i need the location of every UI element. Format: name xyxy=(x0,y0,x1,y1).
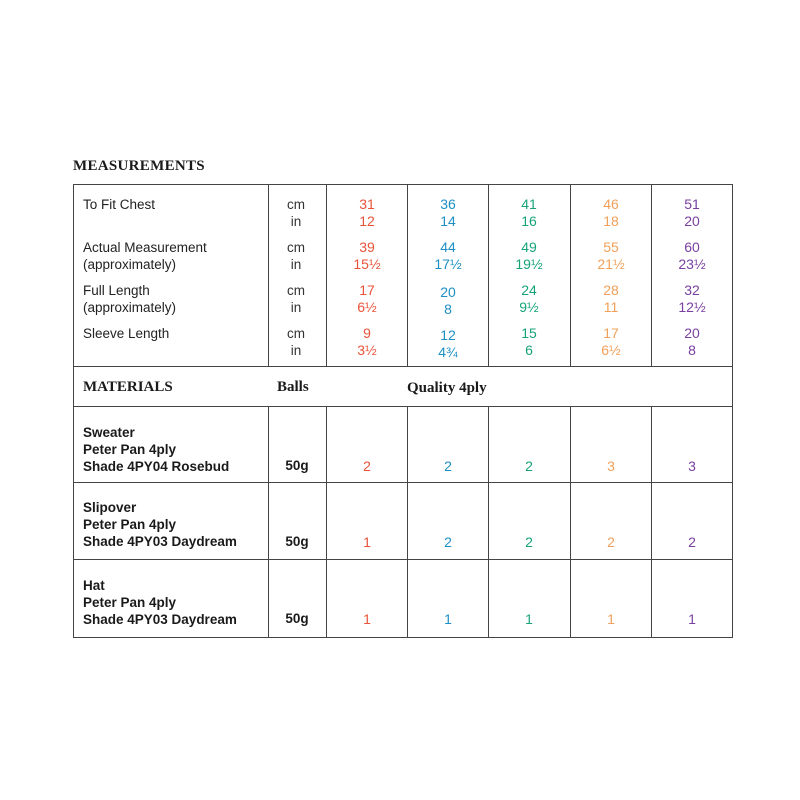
material-hat-yarn: Peter Pan 4ply xyxy=(83,595,177,610)
unit-in: in xyxy=(290,343,302,358)
value-cell: 28 xyxy=(603,282,619,298)
value-cell: 9½ xyxy=(519,299,539,315)
ball-count: 2 xyxy=(607,534,615,550)
unit-in: in xyxy=(290,214,302,229)
value-cell: 31 xyxy=(359,196,375,212)
material-slipover-shade: Shade 4PY03 Daydream xyxy=(83,534,237,549)
ball-count: 2 xyxy=(444,534,452,550)
materials-title: MATERIALS xyxy=(83,379,173,395)
value-cell: 6½ xyxy=(601,342,621,358)
table-divider-hat xyxy=(73,559,733,560)
table-divider-sweater xyxy=(73,406,733,407)
ball-count: 1 xyxy=(363,534,371,550)
value-cell: 17 xyxy=(603,325,619,341)
mat-col-divider-size1 xyxy=(326,406,327,638)
quality-header: Quality 4ply xyxy=(407,380,487,396)
value-cell: 6½ xyxy=(357,299,377,315)
mat-col-divider-size2 xyxy=(407,406,408,638)
mat-col-divider-size4 xyxy=(570,406,571,638)
value-cell: 46 xyxy=(603,196,619,212)
value-cell: 12 xyxy=(440,327,456,343)
row-label-actual-approx: (approximately) xyxy=(83,257,177,272)
material-sweater-yarn: Peter Pan 4ply xyxy=(83,442,177,457)
mat-col-divider-label xyxy=(268,406,269,638)
value-cell: 4¾ xyxy=(438,344,458,360)
ball-count: 1 xyxy=(444,611,452,627)
value-cell: 8 xyxy=(688,342,696,358)
value-cell: 17 xyxy=(359,282,375,298)
value-cell: 16 xyxy=(521,213,537,229)
value-cell: 15½ xyxy=(353,256,381,272)
value-cell: 60 xyxy=(684,239,700,255)
value-cell: 12 xyxy=(359,213,375,229)
value-cell: 20 xyxy=(440,284,456,300)
value-cell: 12½ xyxy=(678,299,706,315)
ball-count: 1 xyxy=(607,611,615,627)
value-cell: 9 xyxy=(363,325,371,341)
value-cell: 19½ xyxy=(515,256,543,272)
value-cell: 6 xyxy=(525,342,533,358)
table-border-bottom xyxy=(73,637,733,638)
material-hat-shade: Shade 4PY03 Daydream xyxy=(83,612,237,627)
value-cell: 32 xyxy=(684,282,700,298)
table-border-left xyxy=(73,184,74,638)
measurements-table xyxy=(73,184,733,638)
mat-col-divider-size5 xyxy=(651,406,652,638)
unit-in: in xyxy=(290,300,302,315)
ball-weight: 50g xyxy=(285,611,309,626)
value-cell: 3½ xyxy=(357,342,377,358)
material-sweater-shade: Shade 4PY04 Rosebud xyxy=(83,459,230,474)
table-border-right xyxy=(732,184,733,638)
ball-count: 3 xyxy=(688,458,696,474)
ball-weight: 50g xyxy=(285,534,309,549)
unit-cm: cm xyxy=(287,283,305,298)
value-cell: 8 xyxy=(444,301,452,317)
ball-count: 3 xyxy=(607,458,615,474)
unit-cm: cm xyxy=(287,197,305,212)
table-divider-materials xyxy=(73,366,733,367)
ball-count: 1 xyxy=(363,611,371,627)
value-cell: 15 xyxy=(521,325,537,341)
value-cell: 44 xyxy=(440,239,456,255)
value-cell: 23½ xyxy=(678,256,706,272)
value-cell: 49 xyxy=(521,239,537,255)
measurements-title: MEASUREMENTS xyxy=(73,158,205,174)
value-cell: 17½ xyxy=(434,256,462,272)
value-cell: 20 xyxy=(684,325,700,341)
ball-count: 1 xyxy=(525,611,533,627)
material-sweater-name: Sweater xyxy=(83,425,135,440)
table-border-top xyxy=(73,184,733,185)
value-cell: 41 xyxy=(521,196,537,212)
value-cell: 20 xyxy=(684,213,700,229)
ball-count: 2 xyxy=(363,458,371,474)
value-cell: 24 xyxy=(521,282,537,298)
balls-header: Balls xyxy=(277,379,309,395)
material-hat-name: Hat xyxy=(83,578,105,593)
unit-cm: cm xyxy=(287,326,305,341)
value-cell: 39 xyxy=(359,239,375,255)
value-cell: 18 xyxy=(603,213,619,229)
row-label-actual: Actual Measurement xyxy=(83,240,207,255)
ball-count: 2 xyxy=(688,534,696,550)
value-cell: 55 xyxy=(603,239,619,255)
ball-count: 2 xyxy=(525,534,533,550)
value-cell: 36 xyxy=(440,196,456,212)
value-cell: 21½ xyxy=(597,256,625,272)
value-cell: 51 xyxy=(684,196,700,212)
col-divider-units xyxy=(268,184,269,366)
material-slipover-name: Slipover xyxy=(83,500,137,515)
material-slipover-yarn: Peter Pan 4ply xyxy=(83,517,177,532)
value-cell: 14 xyxy=(440,213,456,229)
row-label-sleeve: Sleeve Length xyxy=(83,326,170,341)
row-label-chest: To Fit Chest xyxy=(83,197,156,212)
mat-col-divider-size3 xyxy=(488,406,489,638)
ball-count: 1 xyxy=(688,611,696,627)
table-divider-slipover xyxy=(73,482,733,483)
unit-cm: cm xyxy=(287,240,305,255)
row-label-full-length: Full Length xyxy=(83,283,150,298)
unit-in: in xyxy=(290,257,302,272)
value-cell: 11 xyxy=(603,299,619,315)
ball-weight: 50g xyxy=(285,458,309,473)
ball-count: 2 xyxy=(444,458,452,474)
ball-count: 2 xyxy=(525,458,533,474)
row-label-full-length-approx: (approximately) xyxy=(83,300,177,315)
